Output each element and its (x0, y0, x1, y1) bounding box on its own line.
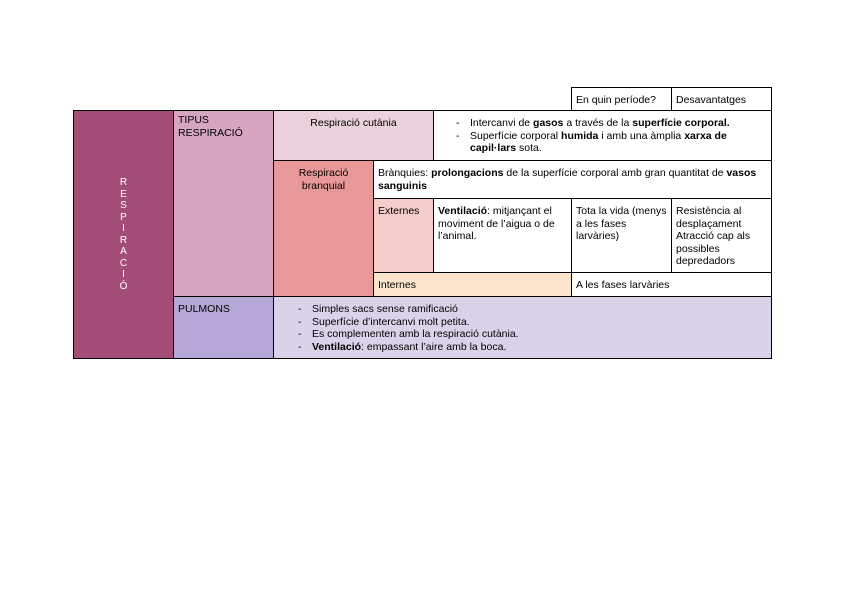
tipus-line1: TIPUS (178, 114, 209, 126)
internes-label: Internes (373, 272, 572, 297)
branquial-line1: Respiració (298, 167, 349, 179)
branquial-label (273, 160, 374, 297)
pulmons-bullet-4: - Ventilació: empassant l’aire amb la boca. (294, 341, 767, 354)
cutania-bullet-1: - Intercanvi de gasos a través de la superfície corporal. (452, 117, 767, 130)
title-letter: I (122, 223, 125, 234)
cutania-label: Respiració cutània (273, 110, 434, 161)
tipus-line2: RESPIRACIÓ (178, 126, 243, 139)
title-letter: P (120, 211, 127, 223)
respiracio-vertical-title (73, 110, 174, 359)
disadv-line2: Atracció cap als possibles depredadors (676, 230, 751, 268)
branquial-line2: branquial (301, 179, 346, 192)
externes-disadvantages (671, 198, 772, 273)
cutania-bullet-2: - Superfície corporal humida i amb una àmplia xarxa de capil·lars sota. (452, 130, 767, 155)
internes-period: A les fases larvàries (571, 272, 772, 297)
title-letter: A (120, 246, 127, 257)
externes-label: Externes (373, 198, 434, 273)
pulmons-bullet-3: - Es complementen amb la respiració cutània. (294, 328, 767, 341)
externes-description: Ventilació: mitjançant el moviment de l’aigua o de l’animal. (433, 198, 572, 273)
header-period: En quin període? (571, 87, 672, 111)
disadv-line1: Resistència al desplaçament (676, 205, 742, 230)
pulmons-description (273, 296, 772, 359)
title-letter: C (119, 257, 128, 269)
externes-period: Tota la vida (menys a les fases larvàries) (571, 198, 672, 273)
pulmons-label: PULMONS (173, 296, 274, 359)
title-letter: E (120, 188, 127, 200)
title-letter: R (119, 177, 128, 188)
cutania-description (433, 110, 772, 161)
title-letter: S (120, 200, 127, 211)
title-letter: I (122, 269, 125, 280)
branquies-description: Brànquies: prolongacions de la superfície corporal amb gran quantitat de vasos sanguinis (373, 160, 772, 199)
pulmons-bullet-1: - Simples sacs sense ramificació (294, 303, 767, 316)
title-letter: R (119, 234, 128, 246)
header-disadvantages: Desavantatges (671, 87, 772, 111)
title-letter: Ó (119, 280, 128, 292)
tipus-respiracio-label (173, 110, 274, 297)
pulmons-bullet-2: - Superfície d’intercanvi molt petita. (294, 316, 767, 329)
